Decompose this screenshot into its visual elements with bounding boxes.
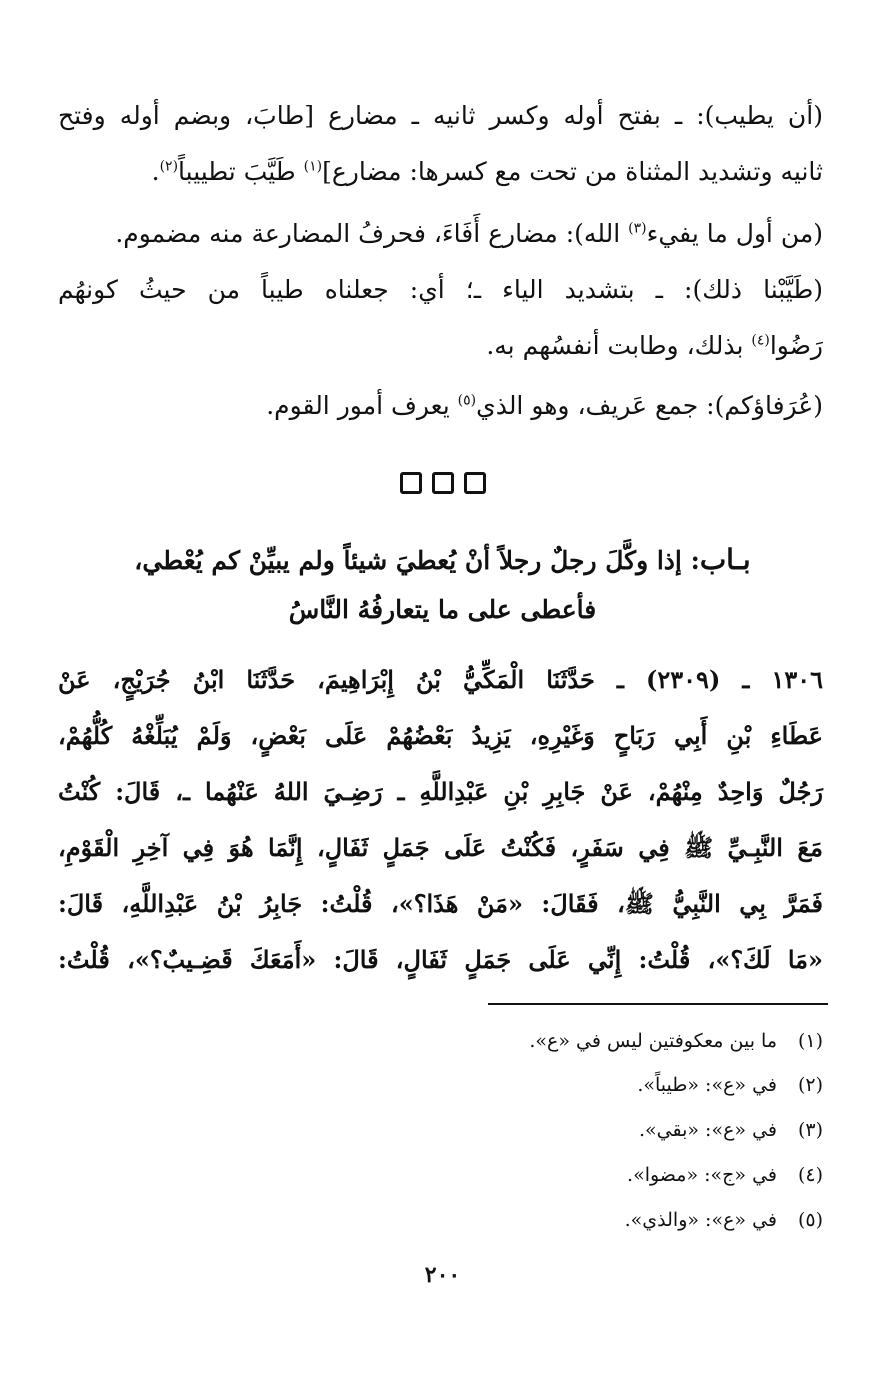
chapter-heading-line-1: بـاب: إذا وكَّلَ رجلٌ رجلاً أنْ يُعطيَ شيئاً ولم يبيِّنْ كم يُعْطي، (134, 543, 751, 576)
hadith-line-4: مَعَ النَّبِـيِّ ﷺ فِي سَفَرٍ، فَكُنْتُ عَلَى جَمَلٍ ثَفَالٍ، إِنَّمَا هُوَ فِي آخِرِ الْقَوْمِ، (58, 833, 823, 862)
gloss-line-1: (أن يطيب): ـ بفتح أوله وكسر ثانيه ـ مضارع [طابَ، وبضم أوله وفتح (58, 101, 823, 130)
gloss-line-2: ثانيه وتشديد المثناة من تحت مع كسرها: مضارع]$^{(١)}$ طَيَّبَ تطييباً$^{(٢)}$. (151, 157, 823, 186)
footnote-number: (٥) (797, 1209, 823, 1231)
footnote-number: (٣) (797, 1119, 823, 1141)
hadith-line-3: رَجُلٌ وَاحِدٌ مِنْهُمْ، عَنْ جَابِرِ بْنِ عَبْدِاللَّهِ ـ رَضِـيَ اللهُ عَنْهُما ـ، قَالَ: كُنْتُ (58, 777, 823, 806)
footnote-ref-3[interactable]: (٣) (628, 220, 647, 237)
footnote-number: (٤) (797, 1164, 823, 1186)
hadith-line-6: «مَا لَكَ؟»، قُلْتُ: إِنِّي عَلَى جَمَلٍ ثَفَالٍ، قَالَ: «أَمَعَكَ قَضِـيبٌ؟»، قُلْتُ: (58, 945, 823, 974)
footnote-1: (١)ما بين معكوفتين ليس في «ع». (529, 1024, 823, 1058)
page-number: ٢٠٠ (424, 1262, 461, 1288)
footnote-divider (488, 1003, 828, 1005)
footnote-number: (١) (797, 1030, 823, 1052)
footnote-ref-5[interactable]: (٥) (457, 392, 477, 409)
separator-square-icon (400, 472, 422, 494)
chapter-heading-line-2: فأعطى على ما يتعارفُهُ النَّاسُ (288, 595, 597, 624)
hadith-line-5: فَمَرَّ بِي النَّبِيُّ ﷺ، فَقَالَ: «مَنْ هَذَا؟»، قُلْتُ: جَابِرُ بْنُ عَبْدِاللَّهِ، قَالَ: (58, 889, 823, 918)
gloss-line-6: (عُرَفاؤكم): جمع عَريف، وهو الذي$^{(٥)}$ يعرف أمور القوم. (266, 391, 823, 420)
footnote-ref-2[interactable]: (٢) (159, 158, 179, 175)
hadith-line-2: عَطَاءِ بْنِ أَبِي رَبَاحٍ وَغَيْرِهِ، يَزِيدُ بَعْضُهُمْ عَلَى بَعْضٍ، وَلَمْ يُبَلِّغْهُ كُلُّهُمْ، (58, 721, 824, 750)
footnote-2: (٢)في «ع»: «طيباً». (637, 1068, 823, 1102)
chapter-label: بـاب (699, 543, 751, 576)
gloss-line-3: (من أول ما يفيء$^{(٣)}$ الله): مضارع أَفَاءَ، فحرفُ المضارعة منه مضموم. (115, 219, 823, 248)
separator-square-icon (432, 472, 454, 494)
gloss-line-5: رَضُوا$^{(٤)}$ بذلك، وطابت أنفسُهم به. (486, 331, 823, 360)
footnote-5: (٥)في «ع»: «والذي». (625, 1203, 823, 1237)
hadith-line-1: ١٣٠٦ ـ (٢٣٠٩) ـ حَدَّثَنَا الْمَكِّيُّ بْنُ إِبْرَاهِيمَ، حَدَّثَنَا ابْنُ جُرَيْجٍ، عَنْ (58, 665, 823, 694)
separator-square-icon (464, 472, 486, 494)
footnote-number: (٢) (797, 1074, 823, 1096)
footnote-ref-1[interactable]: (١) (303, 158, 323, 175)
section-separator (0, 463, 885, 503)
gloss-line-4: (طَيَّبْنا ذلك): ـ بتشديد الياء ـ؛ أي: جعلناه طيباً من حيثُ كونهُم (58, 275, 823, 304)
footnote-4: (٤)في «ج»: «مضوا». (627, 1158, 823, 1192)
footnote-3: (٣)في «ع»: «بقي». (639, 1113, 823, 1147)
footnote-ref-4[interactable]: (٤) (751, 332, 770, 349)
